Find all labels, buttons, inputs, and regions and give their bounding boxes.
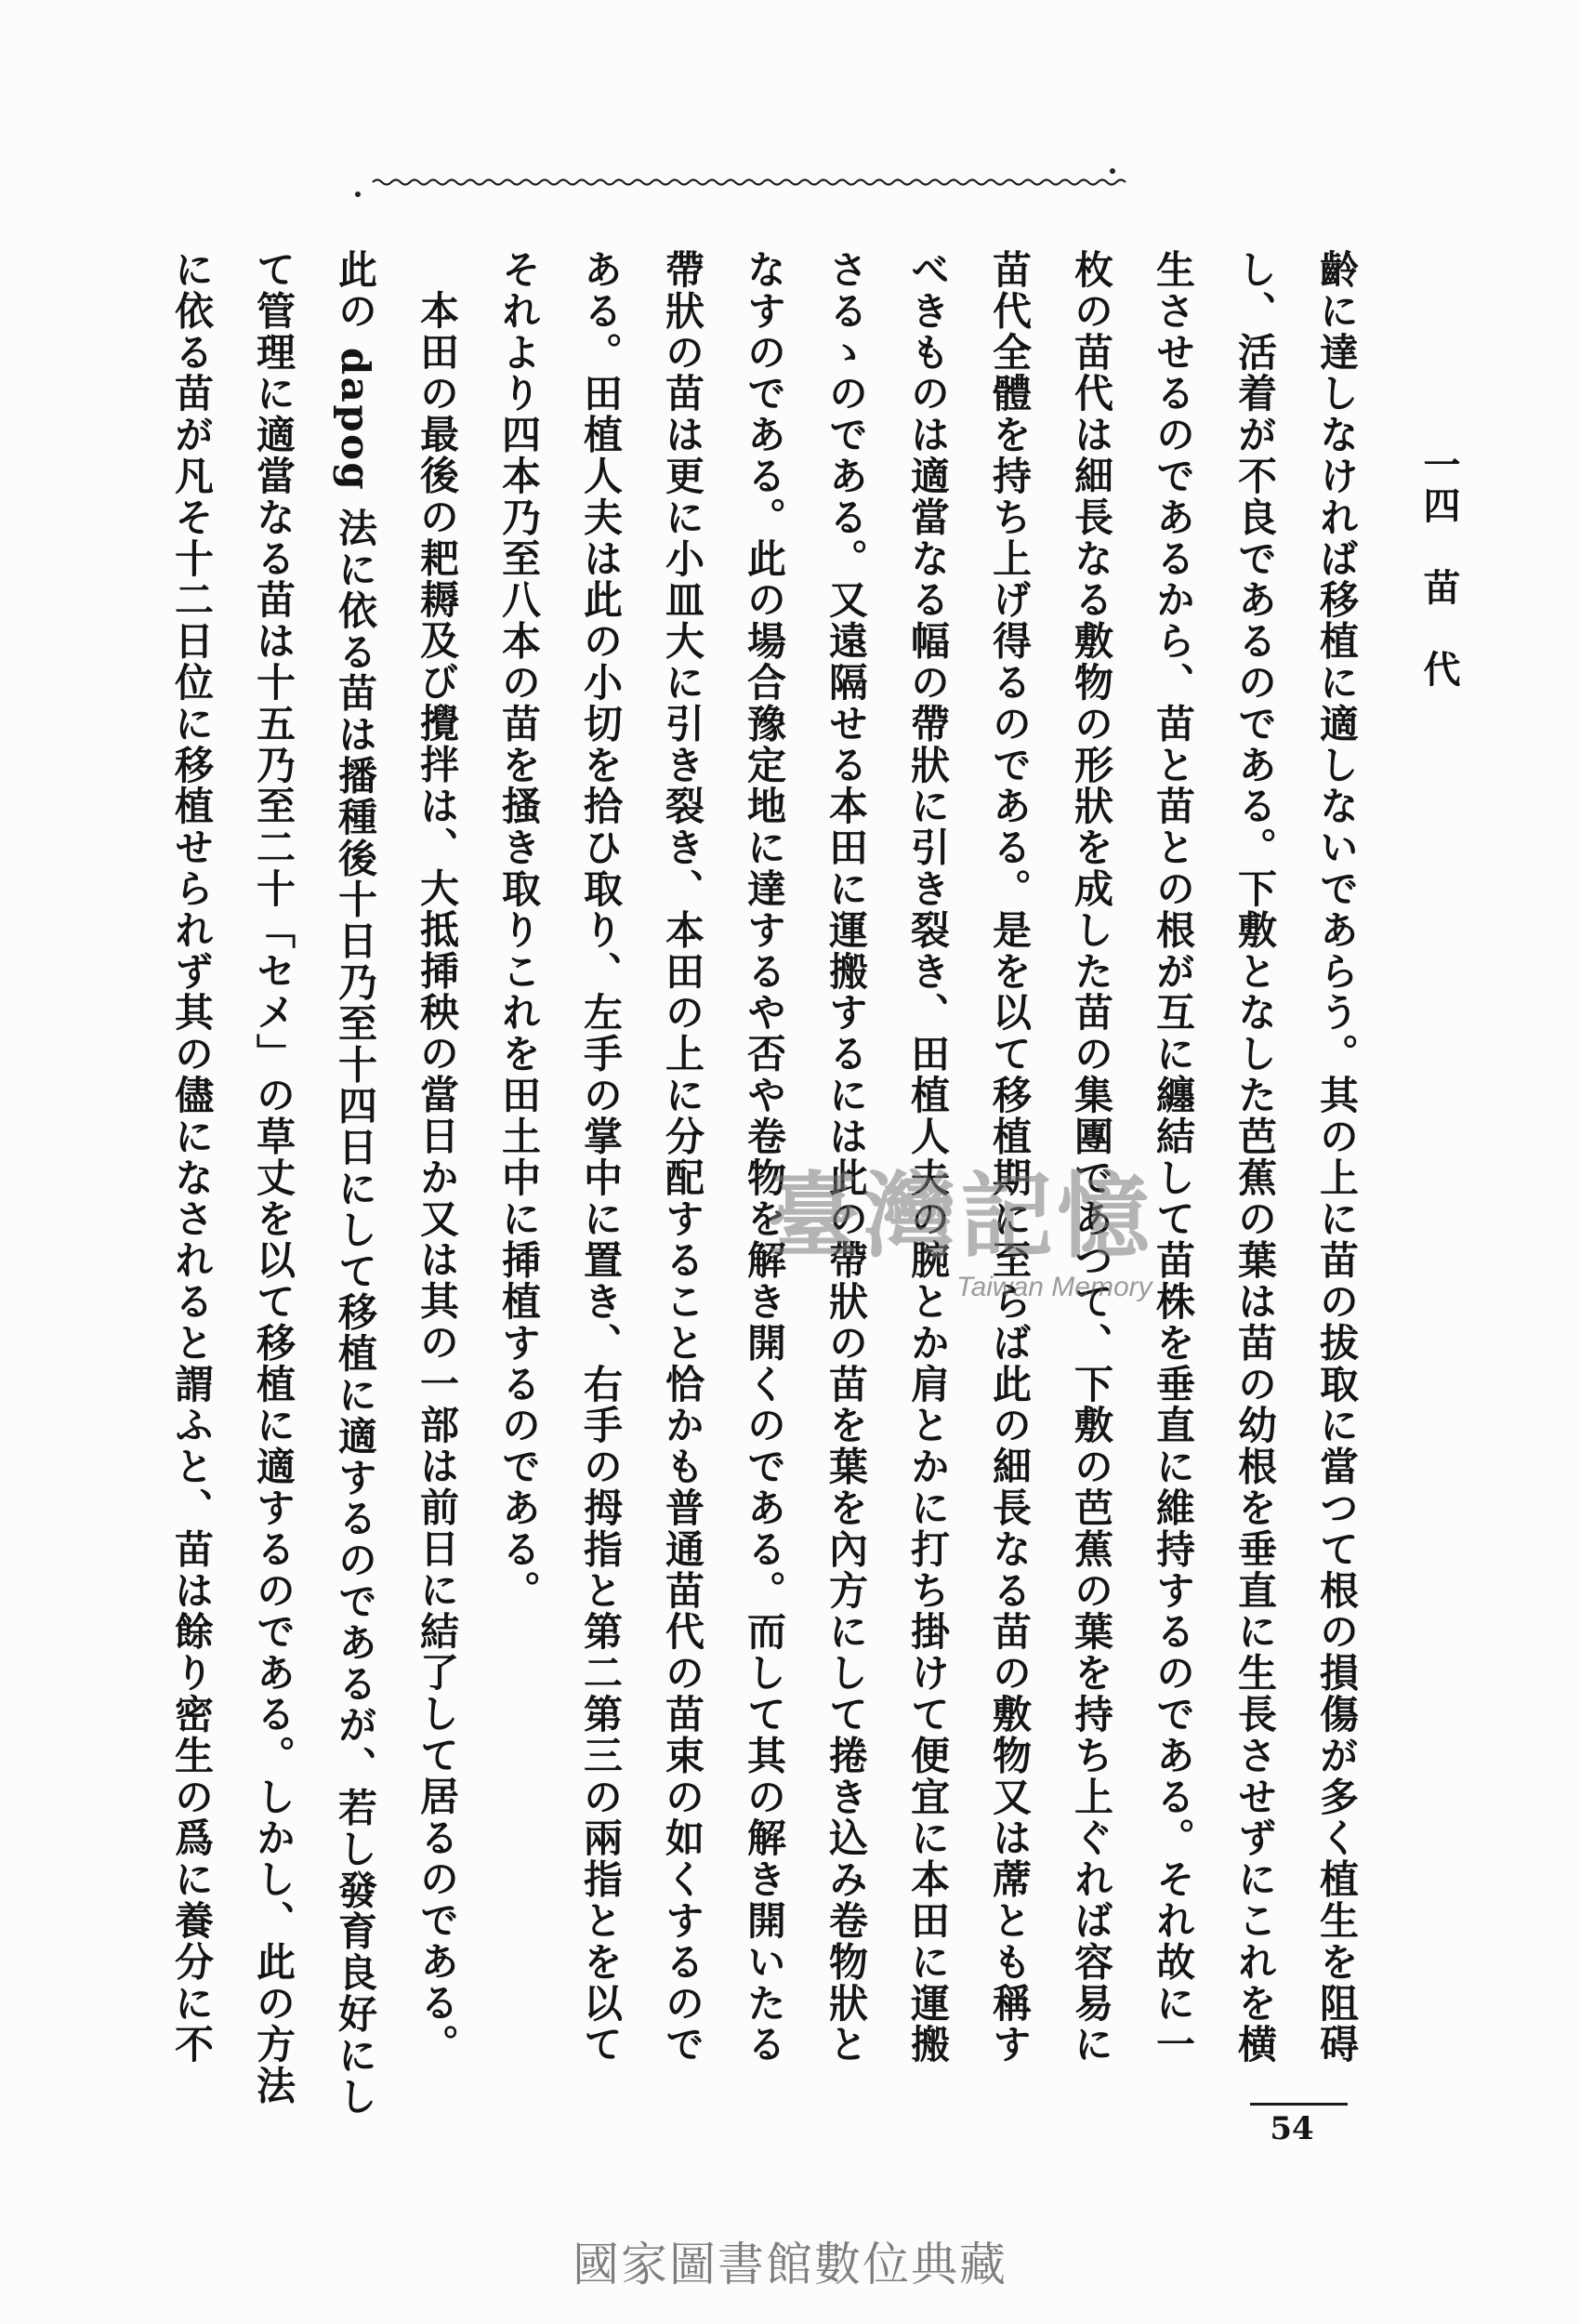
archive-caption: 國家圖書館數位典藏 xyxy=(573,2238,1007,2291)
decorative-wavy-rule xyxy=(372,171,1136,193)
text-column-13: 此の dapog 法に依る苗は播種後十日乃至十四日にして移植に適するのであるが、若し發育良好にし xyxy=(333,249,378,2118)
wavy-rule-path xyxy=(373,180,1126,185)
text-column-7: さるゝのである。又遠隔せる本田に運搬するには此の帶狀の苗を葉を內方にして捲き込み卷物狀と xyxy=(823,249,869,2066)
text-column-12: 本田の最後の耙耨及び攪拌は、大抵揷秧の當日か又は其の一部は前日に結了して居るのである。 xyxy=(415,290,460,2066)
page-number: 54 xyxy=(1270,2110,1314,2147)
watermark-text: 臺灣記憶 xyxy=(767,1161,1153,1271)
text-column-1: 齡に達しなければ移植に適しないであらう。其の上に苗の拔取に當つて根の損傷が多く植生を阻碍 xyxy=(1314,249,1360,2066)
text-column-10: ある。田植人夫は此の小切を拾ひ取り、左手の掌中に置き、右手の拇指と第二第三の兩指とを以て xyxy=(578,249,624,2066)
watermark-subtext: Taiwan Memory xyxy=(956,1272,1152,1302)
text-column-9: 帶狀の苗は更に小皿大に引き裂き、本田の上に分配すること恰かも普通苗代の苗束の如くするので xyxy=(660,249,705,2066)
text-column-3: 生させるのであるから、苗と苗との根が互に纏結して苗株を垂直に維持するのである。それ故に一 xyxy=(1151,249,1196,2066)
text-column-6: べきものは適當なる幅の帶狀に引き裂き、田植人夫の腕とか肩とかに打ち掛けて便宜に本田に運搬 xyxy=(905,249,951,2066)
text-column-11: それより四本乃至八本の苗を搔き取りこれを田土中に揷植するのである。 xyxy=(496,249,542,1612)
scan-speck xyxy=(1110,168,1115,174)
text-column-4: 枚の苗代は細長なる敷物の形狀を成した苗の集團であつて、下敷の芭蕉の葉を持ち上ぐれば容易に xyxy=(1069,249,1114,2066)
text-column-15: に依る苗が凡そ十二日位に移植せられず其の儘になされると謂ふと、苗は餘り密生の爲に養分に不 xyxy=(169,249,215,2066)
text-column-5: 苗代全體を持ち上げ得るのである。是を以て移植期に至らば此の細長なる苗の敷物又は蓆とも稱す xyxy=(987,249,1033,2066)
scan-speck xyxy=(355,191,361,197)
text-column-2: し、活着が不良であるのである。下敷となした芭蕉の葉は苗の幼根を垂直に生長させずにこれを横 xyxy=(1232,249,1278,2066)
text-column-8: なすのである。此の場合豫定地に達するや否や卷物を解き開くのである。而して其の解き開いたる xyxy=(742,249,787,2066)
text-column-14: て管理に適當なる苗は十五乃至二十「セメ」の草丈を以て移植に適するのである。しかし、此の方法 xyxy=(251,249,296,2106)
running-header: 一四 苗 代 xyxy=(1417,445,1461,691)
